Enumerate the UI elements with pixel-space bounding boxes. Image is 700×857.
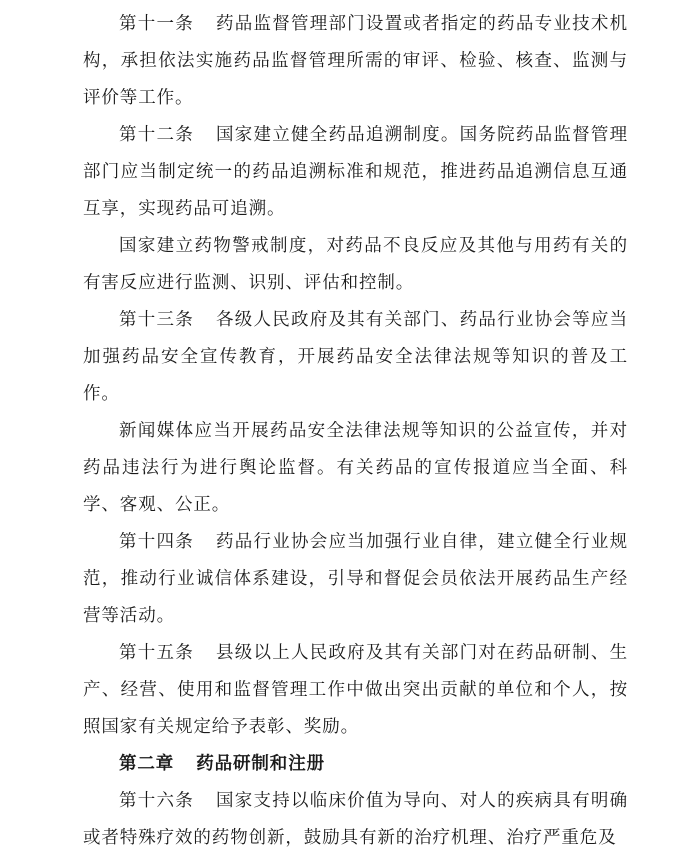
article-15 xyxy=(83,635,628,746)
article-text: 各级人民政府及其有关部门、药品行业协会等应当加强药品安全宣传教育，开展药品安全法律法规等知识的普及工作。 xyxy=(83,310,628,404)
article-12-paragraph-2 xyxy=(83,228,628,302)
article-number: 第十三条 xyxy=(119,310,194,330)
article-text: 新闻媒体应当开展药品安全法律法规等知识的公益宣传，并对药品违法行为进行舆论监督。有关药品的宣传报道应当全面、科学、客观、公正。 xyxy=(83,421,628,515)
article-13-paragraph-2 xyxy=(83,413,628,524)
article-12 xyxy=(83,117,628,228)
article-16 xyxy=(83,783,628,857)
article-number: 第十二条 xyxy=(119,125,194,145)
article-number: 第十五条 xyxy=(119,643,194,663)
article-number: 第十四条 xyxy=(119,532,194,552)
document-page xyxy=(83,6,628,857)
article-13 xyxy=(83,302,628,413)
article-number: 第十一条 xyxy=(119,14,194,34)
chapter-number: 第二章 xyxy=(119,754,175,774)
chapter-title: 药品研制和注册 xyxy=(196,754,326,774)
article-text: 国家建立药物警戒制度，对药品不良反应及其他与用药有关的有害反应进行监测、识别、评估和控制。 xyxy=(83,236,628,293)
article-number: 第十六条 xyxy=(119,791,194,811)
article-text: 药品监督管理部门设置或者指定的药品专业技术机构，承担依法实施药品监督管理所需的审评、检验、核查、监测与评价等工作。 xyxy=(83,14,628,108)
article-14 xyxy=(83,524,628,635)
article-text: 县级以上人民政府及其有关部门对在药品研制、生产、经营、使用和监督管理工作中做出突出贡献的单位和个人，按照国家有关规定给予表彰、奖励。 xyxy=(83,643,628,737)
chapter-heading xyxy=(83,746,628,783)
article-text: 国家支持以临床价值为导向、对人的疾病具有明确或者特殊疗效的药物创新，鼓励具有新的治疗机理、治疗严重危及 xyxy=(83,791,628,848)
article-text: 国家建立健全药品追溯制度。国务院药品监督管理部门应当制定统一的药品追溯标准和规范，推进药品追溯信息互通互享，实现药品可追溯。 xyxy=(83,125,628,219)
article-11 xyxy=(83,6,628,117)
article-text: 药品行业协会应当加强行业自律，建立健全行业规范，推动行业诚信体系建设，引导和督促会员依法开展药品生产经营等活动。 xyxy=(83,532,628,626)
